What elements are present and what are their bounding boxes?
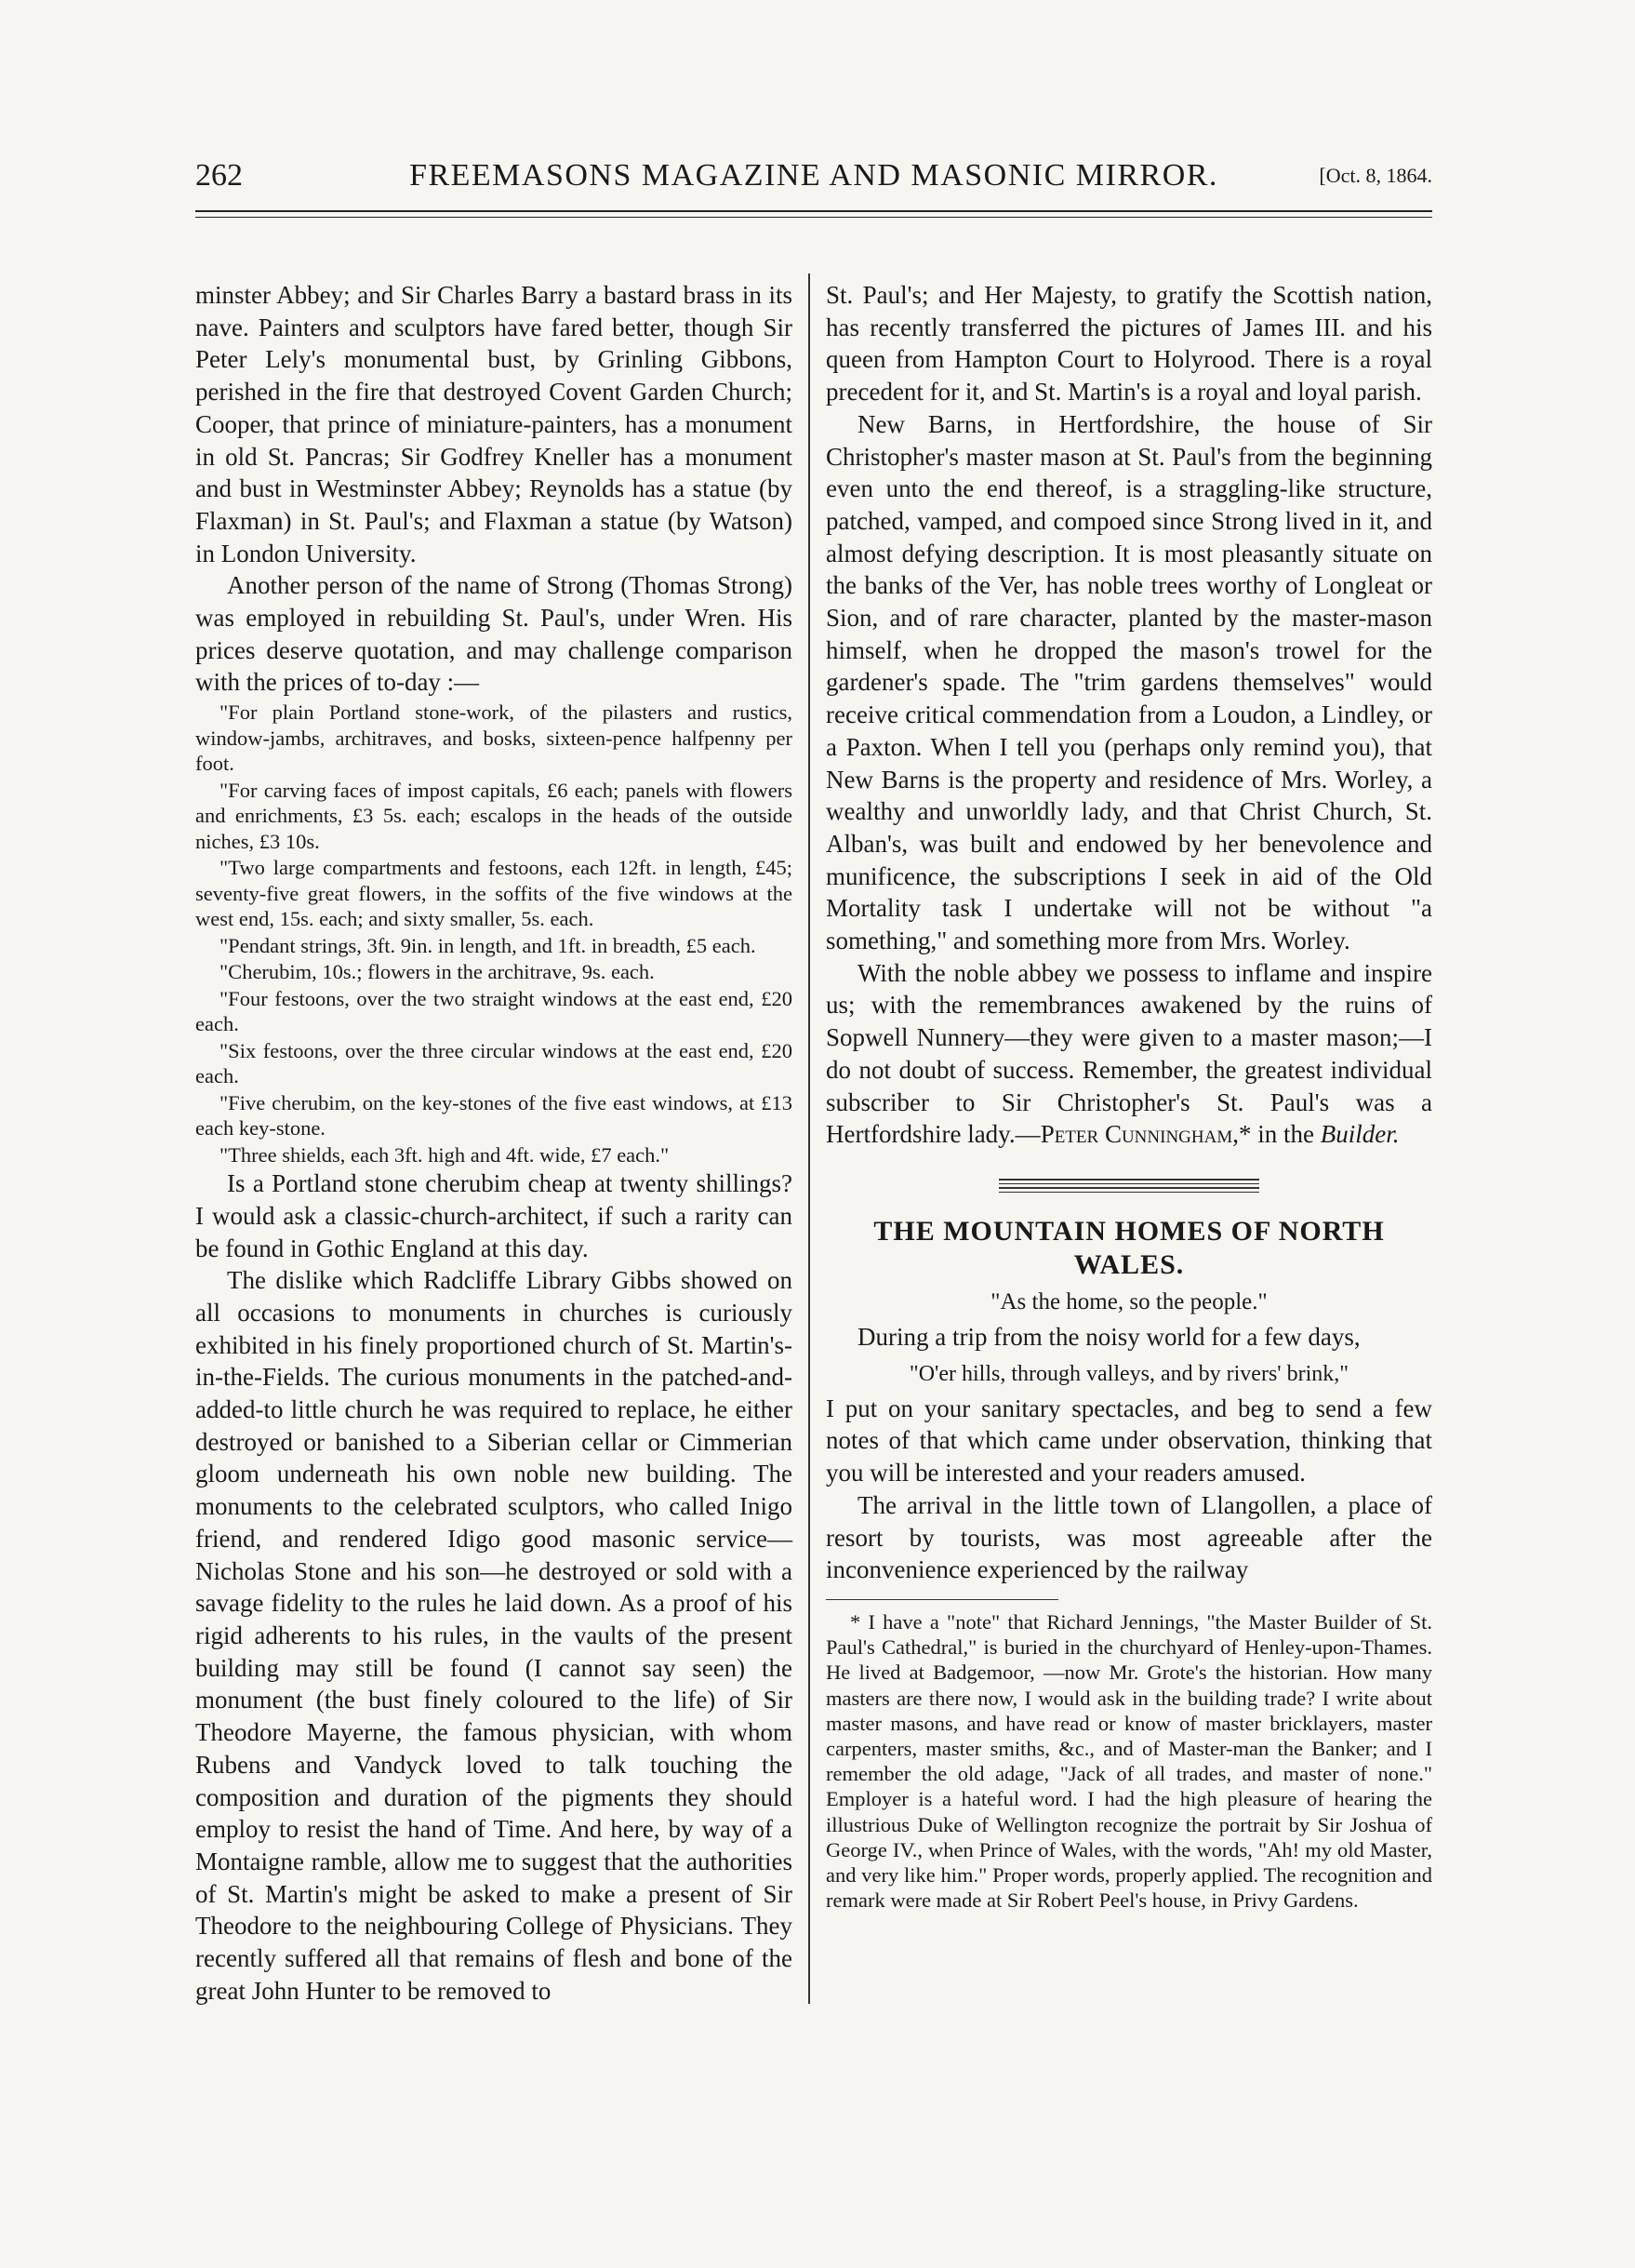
verse-line: "O'er hills, through valleys, and by rivers' brink," bbox=[909, 1361, 1349, 1386]
section-ornament bbox=[999, 1179, 1259, 1193]
paragraph: I put on your sanitary spectacles, and beg to send a few notes of that which came under observation, thinking that you will be interested and your readers amused. bbox=[826, 1394, 1432, 1488]
connector-text: in the bbox=[1251, 1120, 1321, 1149]
paragraph: The dislike which Radcliffe Library Gibbs showed on all occasions to monuments in churches is curiously exhibited in his finely proportioned church of St. Martin's-in-the-Fields. The curious monuments in the patched-and-added-to little church he was required to replace, he either destroyed or banished to a Siberian cellar or Cimmerian gloom underneath his own noble new building. The monuments to the celebrated sculptors, who called Inigo friend, and rendered Idigo good masonic service—Nicholas Stone and his son—he destroyed or sold with a savage fidelity to the rules he laid down. As a proof of his rigid adherents to his rules, in the vaults of the present building may still be found (I cannot say seen) the monument (the bust finely coloured to the life) of Sir Theodore Mayerne, the famous physician, with whom Rubens and Vandyck loved to talk touching the composition and duration of the pigments they should employ to resist the hand of Time. And here, by way of a Montaigne ramble, allow me to suggest that the authorities of St. Martin's might be asked to make a present of Sir Theodore to the neighbouring College of Physicians. They recently suffered all that remains of flesh and bone of the great John Hunter to be removed to bbox=[195, 1266, 792, 2005]
right-column bbox=[826, 279, 1432, 1913]
price-quote: "Pendant strings, 3ft. 9in. in length, and 1ft. in breadth, £5 each. bbox=[219, 933, 756, 957]
column-divider bbox=[808, 273, 810, 2004]
paragraph-text: With the noble abbey we possess to inflame and inspire us; with the remembrances awakened by the ruins of Sopwell Nunnery—they were given to a master mason;—I do not doubt of success. Remember, the greatest individual subscriber to Sir Christopher's St. Paul's was a Hertfordshire lady.— bbox=[826, 958, 1432, 1149]
price-quote: "Cherubim, 10s.; flowers in the architrave, 9s. each. bbox=[219, 960, 655, 984]
article-motto: "As the home, so the people." bbox=[990, 1288, 1268, 1314]
footnote: * I have a "note" that Richard Jennings, "the Master Builder of St. Paul's Cathedral," is buried in the churchyard of Henley-upon-Thames. He lived at Badgemoor, —now Mr. Grote's the historian. How many masters are there now, I would ask in the building trade? I write about master masons, and have read or know of master bricklayers, master carpenters, master smiths, &c., and of Master-man the Banker; and I remember the old adage, "Jack of all trades, and master of none." Employer is a hateful word. I had the high pleasure of hearing the illustrious Duke of Wellington recognize the portrait by Sir Joshua of George IV., when Prince of Wales, with the words, "Ah! my old Master, and very like him." Proper words, properly applied. The recognition and remark were made at Sir Robert Peel's house, in Privy Gardens. bbox=[826, 1609, 1432, 1913]
price-quote: "Five cherubim, on the key-stones of the five east windows, at £13 each key-stone. bbox=[195, 1090, 792, 1141]
issue-date: [Oct. 8, 1864. bbox=[1319, 164, 1432, 187]
price-quote: "Two large compartments and festoons, each 12ft. in length, £45; seventy-five great flowers, in the soffits of the five windows at the west end, 15s. each; and sixty smaller, 5s. each. bbox=[195, 856, 792, 931]
left-column bbox=[195, 279, 792, 2007]
paragraph bbox=[826, 957, 1432, 1151]
paragraph: During a trip from the noisy world for a few days, bbox=[857, 1322, 1361, 1351]
price-quote: "For plain Portland stone-work, of the pilasters and rustics, window-jambs, architraves, and bosks, sixteen-pence halfpenny per foot. bbox=[195, 700, 792, 776]
price-quote: "Three shields, each 3ft. high and 4ft. wide, £7 each." bbox=[219, 1142, 670, 1167]
price-quote: "Six festoons, over the three circular windows at the east end, £20 each. bbox=[195, 1038, 792, 1088]
header-rule-thin bbox=[195, 217, 1432, 218]
paragraph: St. Paul's; and Her Majesty, to gratify the Scottish nation, has recently transferred the pictures of James III. and his queen from Hampton Court to Holyrood. There is a royal precedent for it, and St. Martin's is a royal and loyal parish. bbox=[826, 281, 1432, 407]
price-quote: "Four festoons, over the two straight windows at the east end, £20 each. bbox=[195, 986, 792, 1036]
paragraph: New Barns, in Hertfordshire, the house of Sir Christopher's master mason at St. Paul's from the beginning even unto the end thereof, is a straggling-like structure, patched, vamped, and compoed since Strong lived in it, and almost defying description. It is most pleasantly situate on the banks of the Ver, has noble trees worthy of Longleat or Sion, and of rare character, planted by the master-mason himself, when he dropped the mason's trowel for the gardener's spade. The "trim gardens themselves" would receive critical commendation from a Loudon, a Lindley, or a Paxton. When I tell you (perhaps only remind you), that New Barns is the property and residence of Mrs. Worley, a wealthy and unworldly lady, and that Christ Church, St. Alban's, was built and endowed by her benevolence and munificence, the subscriptions I seek in aid of the Old Mortality task I undertake will not be without "a something," and something more from Mrs. Worley. bbox=[826, 409, 1432, 955]
paragraph: Is a Portland stone cherubim cheap at twenty shillings? I would ask a classic-church-architect, if such a rarity can be found in Gothic England at this day. bbox=[195, 1169, 792, 1262]
page-number: 262 bbox=[195, 158, 243, 193]
paragraph: Another person of the name of Strong (Thomas Strong) was employed in rebuilding St. Paul's, under Wren. His prices deserve quotation, and may challenge comparison with the prices of to-day :— bbox=[195, 571, 792, 697]
article-heading: THE MOUNTAIN HOMES OF NORTH WALES. bbox=[873, 1215, 1385, 1280]
author-signature: Peter Cunningham,* bbox=[1040, 1120, 1252, 1149]
footnote-rule bbox=[826, 1599, 1058, 1600]
running-header bbox=[195, 158, 1432, 199]
header-rule-thick bbox=[195, 210, 1432, 212]
paragraph: minster Abbey; and Sir Charles Barry a bastard brass in its nave. Painters and sculptors have fared better, though Sir Peter Lely's monumental bust, by Grinling Gibbons, perished in the fire that destroyed Covent Garden Church; Cooper, that prince of miniature-painters, has a monument in old St. Pancras; Sir Godfrey Kneller has a monument and bust in Westminster Abbey; Reynolds has a statue (by Flaxman) in St. Paul's; and Flaxman a statue (by Watson) in London University. bbox=[195, 281, 792, 567]
price-quote: "For carving faces of impost capitals, £6 each; panels with flowers and enrichments, £3 5s. each; escalops in the heads of the outside niches, £3 10s. bbox=[195, 778, 792, 853]
source-publication: Builder. bbox=[1320, 1120, 1400, 1149]
magazine-title: FREEMASONS MAGAZINE AND MASONIC MIRROR. bbox=[409, 158, 1218, 193]
paragraph: The arrival in the little town of Llangollen, a place of resort by tourists, was most agreeable after the inconvenience experienced by the railway bbox=[826, 1490, 1432, 1584]
